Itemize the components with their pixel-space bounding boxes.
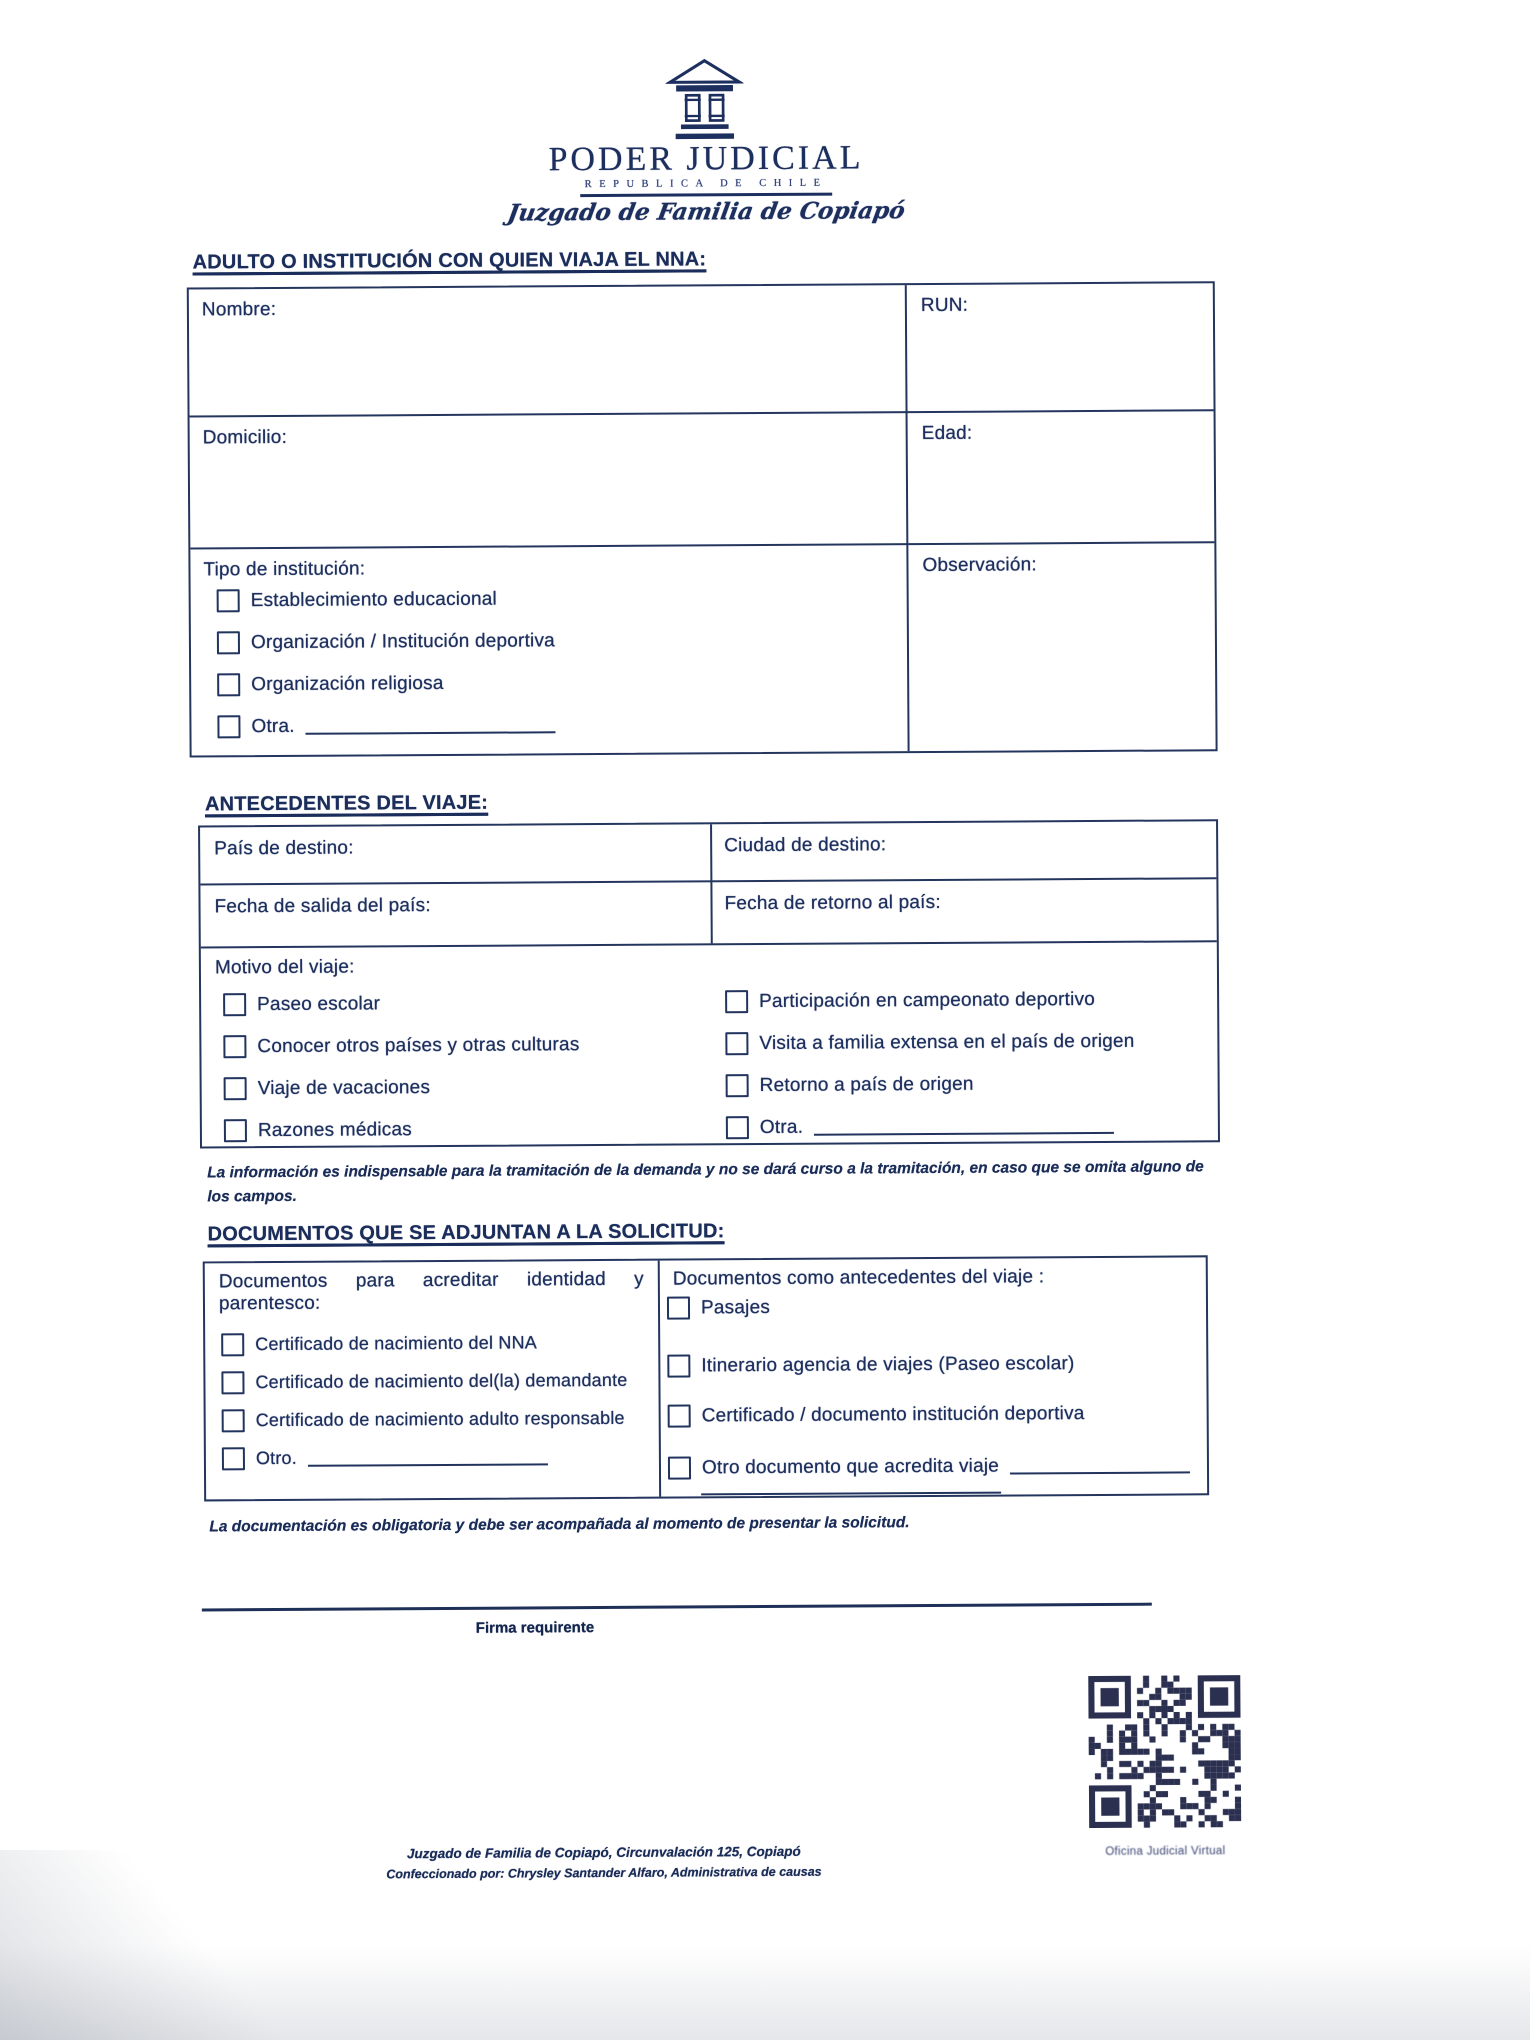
row-divider <box>200 877 1216 886</box>
checkbox[interactable] <box>726 1074 749 1097</box>
section-title-adult: ADULTO O INSTITUCIÓN CON QUIEN VIAJA EL NNA: <box>192 248 707 274</box>
motivo-option-conocer-paises[interactable] <box>223 1033 579 1058</box>
checkbox[interactable] <box>222 1447 245 1470</box>
fill-in-line[interactable] <box>306 716 556 735</box>
court-name-script: Juzgado de Familia de Copiapó <box>505 197 907 227</box>
checkbox[interactable] <box>217 673 240 696</box>
fecha-salida-field[interactable] <box>460 890 690 933</box>
column-divider <box>905 285 910 751</box>
fill-in-line[interactable] <box>814 1117 1114 1136</box>
travel-table <box>198 819 1220 1148</box>
doc-option-certificado-adulto[interactable] <box>222 1407 625 1432</box>
fecha-salida-label: Fecha de salida del país: <box>214 895 431 918</box>
court-temple-icon <box>665 58 744 144</box>
doc-option-certificado-demandante[interactable] <box>221 1369 627 1394</box>
option-label: Otro documento que acredita viaje <box>701 1455 1000 1478</box>
option-label: Razones médicas <box>257 1118 413 1141</box>
domicilio-field[interactable] <box>320 421 871 524</box>
qr-caption: Oficina Judicial Virtual <box>1105 1845 1226 1858</box>
tipo-option-otra[interactable] <box>217 713 555 738</box>
brand-title: PODER JUDICIAL <box>548 139 864 179</box>
nombre-field[interactable] <box>309 293 870 396</box>
fill-in-line[interactable] <box>701 1477 1001 1496</box>
footer <box>296 1843 911 1882</box>
column-divider <box>658 1261 662 1497</box>
doc-option-itinerario[interactable] <box>667 1352 1074 1377</box>
fecha-retorno-field[interactable] <box>960 887 1200 930</box>
qr-code <box>1088 1675 1241 1833</box>
checkbox[interactable] <box>221 1333 244 1356</box>
tipo-option-establecimiento[interactable] <box>217 588 497 613</box>
option-label: Certificado de nacimiento adulto responsable <box>255 1407 625 1431</box>
option-label: Certificado de nacimiento del(la) demandante <box>255 1369 628 1393</box>
checkbox[interactable] <box>224 1077 247 1100</box>
checkbox[interactable] <box>222 1409 245 1432</box>
edad-field[interactable] <box>990 419 1191 520</box>
option-label: Certificado / documento institución deportiva <box>701 1402 1085 1426</box>
option-label: Pasajes <box>700 1296 771 1318</box>
documents-table <box>203 1255 1209 1501</box>
motivo-option-vacaciones[interactable] <box>224 1076 431 1100</box>
option-label: Paseo escolar <box>257 992 381 1015</box>
doc-option-certificado-nna[interactable] <box>221 1331 537 1356</box>
option-label: Otra. <box>251 715 295 737</box>
observacion-field[interactable] <box>923 583 1194 735</box>
pais-destino-field[interactable] <box>400 832 690 876</box>
checkbox[interactable] <box>667 1354 690 1377</box>
motivo-option-campeonato[interactable] <box>725 988 1095 1013</box>
checkbox[interactable] <box>223 1035 246 1058</box>
checkbox[interactable] <box>217 715 240 738</box>
domicilio-label: Domicilio: <box>202 426 288 449</box>
fecha-retorno-label: Fecha de retorno al país: <box>724 891 941 915</box>
fill-in-line[interactable] <box>1010 1456 1190 1474</box>
checkbox[interactable] <box>668 1404 691 1427</box>
travel-note: La información es indispensable para la tramitación de la demanda y no se dará curso a la tramitación, en caso que se omita alguno de los campos. <box>207 1158 1204 1206</box>
motivo-option-paseo-escolar[interactable] <box>223 992 380 1016</box>
checkbox[interactable] <box>217 589 240 612</box>
option-label: Itinerario agencia de viajes (Paseo escolar) <box>701 1352 1075 1376</box>
section-title-travel: ANTECEDENTES DEL VIAJE: <box>204 791 489 816</box>
doc-option-otro-documento[interactable] <box>668 1453 1190 1479</box>
run-field[interactable] <box>989 291 1190 392</box>
checkbox[interactable] <box>223 993 246 1016</box>
checkbox[interactable] <box>221 1371 244 1394</box>
fill-in-line[interactable] <box>308 1448 548 1466</box>
observacion-label: Observación: <box>922 554 1037 577</box>
motivo-option-familia-extensa[interactable] <box>725 1030 1134 1055</box>
option-label: Visita a familia extensa en el país de origen <box>759 1030 1135 1054</box>
doc-option-certificado-deportivo[interactable] <box>668 1402 1085 1428</box>
signature-label: Firma requirente <box>475 1619 595 1637</box>
motivo-label: Motivo del viaje: <box>214 956 355 979</box>
option-label: Otro. <box>255 1447 297 1469</box>
nombre-label: Nombre: <box>201 298 277 321</box>
checkbox[interactable] <box>217 631 240 654</box>
option-label: Viaje de vacaciones <box>257 1076 431 1099</box>
adult-table <box>187 281 1218 757</box>
tipo-label: Tipo de institución: <box>203 558 366 581</box>
checkbox[interactable] <box>667 1296 690 1319</box>
checkbox[interactable] <box>668 1456 691 1479</box>
checkbox[interactable] <box>726 1116 749 1139</box>
brand-underline <box>580 193 832 198</box>
column-divider <box>710 824 713 943</box>
section-title-documents: DOCUMENTOS QUE SE ADJUNTAN A LA SOLICITUD: <box>207 1220 725 1246</box>
row-divider <box>201 940 1217 949</box>
doc-option-pasajes[interactable] <box>667 1296 770 1320</box>
signature-line[interactable] <box>202 1603 1152 1612</box>
option-label: Participación en campeonato deportivo <box>759 988 1096 1012</box>
row-divider <box>190 541 1214 550</box>
identity-docs-header: Documentos para acreditar identidad y parentesco: <box>218 1268 644 1315</box>
checkbox[interactable] <box>725 990 748 1013</box>
doc-option-otro[interactable] <box>222 1445 548 1470</box>
motivo-option-razones-medicas[interactable] <box>224 1118 412 1142</box>
option-label: Retorno a país de origen <box>759 1073 974 1096</box>
checkbox[interactable] <box>725 1032 748 1055</box>
ciudad-destino-label: Ciudad de destino: <box>724 834 887 857</box>
run-label: RUN: <box>920 294 969 317</box>
motivo-option-retorno-origen[interactable] <box>726 1073 974 1098</box>
option-label: Organización religiosa <box>251 672 444 695</box>
tipo-option-religiosa[interactable] <box>217 672 444 696</box>
option-label: Otra. <box>759 1116 804 1138</box>
documents-note: La documentación es obligatoria y debe ser acompañada al momento de presentar la solicitud. <box>209 1514 910 1536</box>
motivo-option-otra[interactable] <box>726 1114 1114 1139</box>
tipo-option-deportiva[interactable] <box>217 629 555 654</box>
option-label: Establecimiento educacional <box>250 588 497 611</box>
option-label: Conocer otros países y otras culturas <box>257 1033 580 1057</box>
footer-court-address: Juzgado de Familia de Copiapó, Circunvalación 125, Copiapó <box>406 1843 801 1862</box>
scan-shadow-bottom <box>0 1945 1530 2040</box>
travel-docs-header: Documentos como antecedentes del viaje : <box>672 1266 1045 1290</box>
edad-label: Edad: <box>921 422 973 445</box>
brand-subtitle: REPUBLICA DE CHILE <box>584 177 828 191</box>
option-label: Certificado de nacimiento del NNA <box>255 1332 538 1355</box>
footer-prepared-by: Confeccionado por: Chrysley Santander Alfaro, Administrativa de causas <box>386 1864 822 1882</box>
option-label: Organización / Institución deportiva <box>250 629 555 653</box>
ciudad-destino-field[interactable] <box>920 829 1200 873</box>
pais-destino-label: País de destino: <box>214 837 354 860</box>
checkbox[interactable] <box>224 1119 247 1142</box>
row-divider <box>190 409 1214 418</box>
